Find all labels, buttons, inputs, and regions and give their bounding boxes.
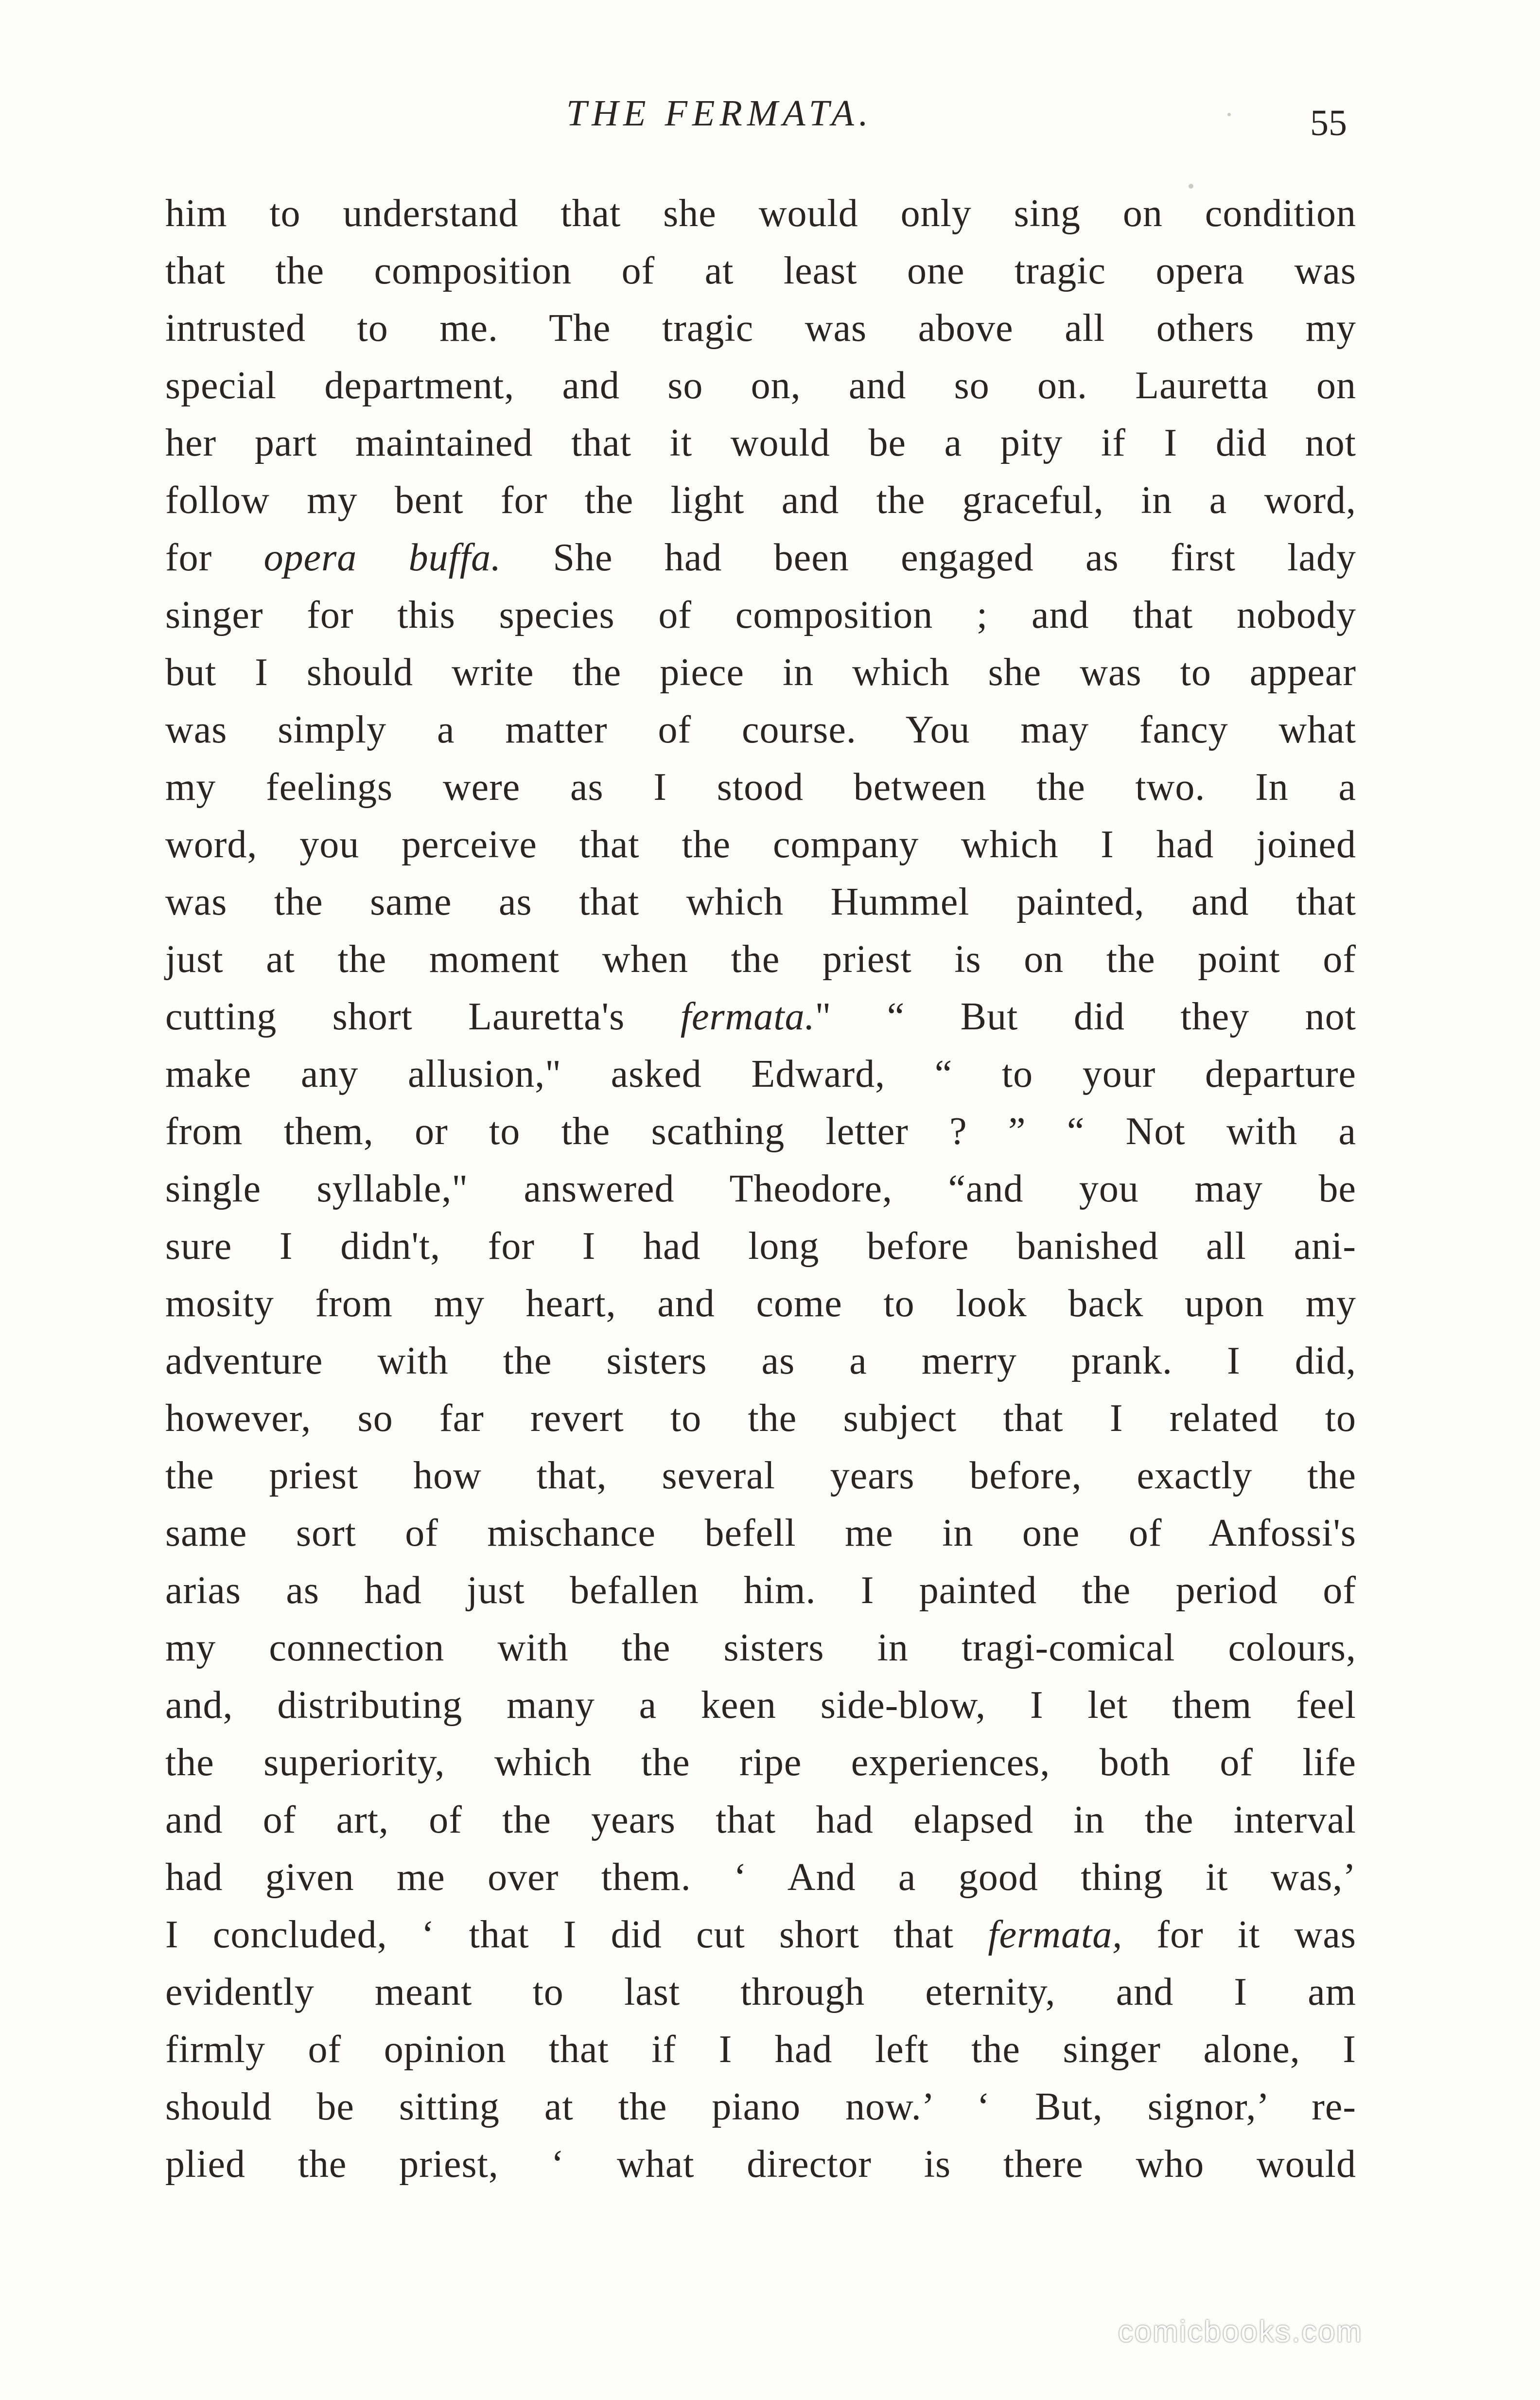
text-line (165, 644, 1356, 701)
text-run: from them, or to the scathing letter ? ” “ Not with a (165, 1110, 1356, 1153)
text-line (165, 1562, 1356, 1619)
text-run: cutting short Lauretta's (165, 995, 681, 1038)
italic-run: fermata. (680, 995, 815, 1038)
text-run: singer for this species of composition ; and that nobody (165, 594, 1356, 636)
italic-run: opera buffa. (263, 536, 502, 579)
text-line (165, 1734, 1356, 1791)
text-run: same sort of mischance befell me in one of Anfossi's (165, 1512, 1356, 1554)
text-run: adventure with the sisters as a merry prank. I did, (165, 1340, 1356, 1382)
text-line (165, 1619, 1356, 1676)
italic-run: fermata, (988, 1913, 1123, 1956)
text-line (165, 1275, 1356, 1332)
text-line (165, 414, 1356, 472)
text-run: the priest how that, several years before, exactly the (165, 1454, 1356, 1497)
text-line (165, 1332, 1356, 1390)
text-line (165, 1849, 1356, 1906)
text-line (165, 988, 1356, 1045)
text-line (165, 1390, 1356, 1447)
text-run: the superiority, which the ripe experiences, both of life (165, 1741, 1356, 1784)
text-run: had given me over them. ‘ And a good thing it was,’ (165, 1856, 1356, 1899)
text-run: him to understand that she would only sing on condition (165, 192, 1356, 235)
text-run: She had been engaged as first lady (501, 536, 1357, 579)
running-head (0, 92, 1540, 151)
text-run: and of art, of the years that had elapsed in the interval (165, 1799, 1356, 1841)
ink-speck (1189, 184, 1193, 189)
text-line (165, 1676, 1356, 1734)
text-line (165, 1791, 1356, 1849)
text-run: was simply a matter of course. You may fancy what (165, 708, 1356, 751)
text-line (165, 1447, 1356, 1504)
text-run: firmly of opinion that if I had left the singer alone, I (165, 2028, 1356, 2071)
text-line (165, 1963, 1356, 2021)
text-line (165, 1045, 1356, 1103)
text-run: however, so far revert to the subject that I related to (165, 1397, 1356, 1440)
text-run: just at the moment when the priest is on the point of (165, 938, 1356, 981)
text-run: my feelings were as I stood between the two. In a (165, 766, 1356, 809)
text-line (165, 529, 1356, 586)
running-title: THE FERMATA. (566, 93, 873, 134)
text-line (165, 242, 1356, 300)
text-run: that the composition of at least one tragic opera was (165, 249, 1356, 292)
text-line (165, 472, 1356, 529)
text-run: my connection with the sisters in tragi-comical colours, (165, 1626, 1356, 1669)
text-line (165, 2078, 1356, 2135)
text-run: but I should write the piece in which she was to appear (165, 651, 1356, 694)
text-line (165, 1160, 1356, 1218)
text-run: intrusted to me. The tragic was above all others my (165, 307, 1356, 350)
page-number: 55 (1310, 103, 1347, 143)
text-line (165, 873, 1356, 931)
text-line (165, 357, 1356, 414)
text-run: was the same as that which Hummel painted, and that (165, 881, 1356, 923)
text-line (165, 1103, 1356, 1160)
ink-speck (1227, 113, 1231, 116)
text-line (165, 2021, 1356, 2078)
text-line (165, 586, 1356, 644)
text-run: her part maintained that it would be a pity if I did not (165, 422, 1356, 464)
text-run: make any allusion," asked Edward, “ to your departure (165, 1053, 1356, 1095)
text-line (165, 300, 1356, 357)
text-line (165, 185, 1356, 242)
text-line (165, 1504, 1356, 1562)
text-run: mosity from my heart, and come to look back upon my (165, 1282, 1356, 1325)
text-line (165, 1906, 1356, 1963)
text-run: single syllable," answered Theodore, “and you may be (165, 1167, 1356, 1210)
body-text (165, 185, 1356, 2193)
text-run: I concluded, ‘ that I did cut short that (165, 1913, 988, 1956)
text-line (165, 759, 1356, 816)
text-line (165, 816, 1356, 873)
text-line (165, 2135, 1356, 2193)
text-run: special department, and so on, and so on. Lauretta on (165, 364, 1356, 407)
text-run: follow my bent for the light and the graceful, in a word, (165, 479, 1356, 522)
watermark: comicbooks.com (1118, 2315, 1363, 2348)
text-run: word, you perceive that the company which I had joined (165, 823, 1356, 866)
text-line (165, 931, 1356, 988)
text-run: " “ But did they not (815, 995, 1357, 1038)
text-line (165, 701, 1356, 759)
text-run: arias as had just befallen him. I painted the period of (165, 1569, 1356, 1612)
text-line (165, 1218, 1356, 1275)
text-run: and, distributing many a keen side-blow, I let them feel (165, 1684, 1356, 1727)
text-run: sure I didn't, for I had long before banished all ani- (165, 1225, 1356, 1268)
text-run: evidently meant to last through eternity, and I am (165, 1971, 1356, 2013)
text-run: for (165, 536, 264, 579)
text-run: plied the priest, ‘ what director is there who would (165, 2143, 1356, 2186)
text-run: should be sitting at the piano now.’ ‘ But, signor,’ re- (165, 2085, 1356, 2128)
text-run: for it was (1122, 1913, 1356, 1956)
